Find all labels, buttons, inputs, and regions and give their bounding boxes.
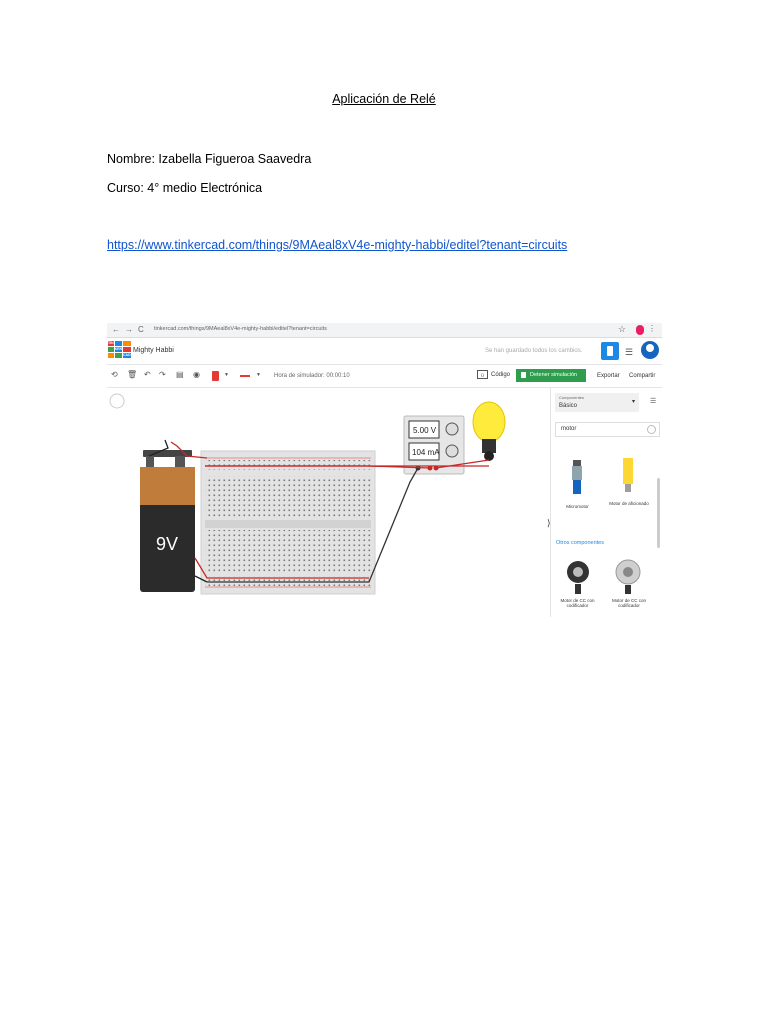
component-search-input[interactable] <box>555 422 660 437</box>
back-icon[interactable]: ← <box>112 325 120 334</box>
battery-label: 9V <box>155 534 179 554</box>
flip-icon[interactable]: ◉ <box>193 370 200 379</box>
search-icon <box>647 425 656 434</box>
undo-icon[interactable]: ↶ <box>144 370 151 379</box>
code-label: Código <box>491 372 511 379</box>
component-encoder-motor[interactable]: Motor de CC con codificador <box>611 598 646 608</box>
current-readout: 104 mA <box>412 448 440 457</box>
circuit-canvas[interactable] <box>107 388 547 617</box>
component-micromotor[interactable]: Micromotor <box>566 504 589 509</box>
category-value: Básico <box>559 403 578 409</box>
rotate-icon[interactable]: ⟲ <box>111 370 118 379</box>
student-name: Nombre: Izabella Figueroa Saavedra <box>107 152 312 166</box>
panel-collapse-icon[interactable]: ⟩ <box>547 518 551 528</box>
chevron-down-icon[interactable]: ▼ <box>224 372 229 378</box>
export-button[interactable]: Exportar <box>597 373 620 379</box>
logo-letter: TIN <box>108 341 114 345</box>
avatar[interactable] <box>641 341 659 359</box>
category-select[interactable] <box>555 393 639 412</box>
fit-view-icon <box>110 394 124 408</box>
other-components-header: Otros componentes <box>556 540 604 546</box>
project-name[interactable]: Mighty Habbi <box>133 347 174 354</box>
browser-address-bar <box>107 323 662 338</box>
chevron-down-icon[interactable]: ▼ <box>256 372 261 378</box>
components-panel <box>547 388 662 617</box>
url-text[interactable]: tinkercad.com/things/9MAeal8xV4e-mighty-habbi/editel?tenant=circuits <box>154 326 327 332</box>
profile-icon[interactable] <box>636 325 644 335</box>
wire-color-icon[interactable] <box>212 371 219 381</box>
tinkercad-link[interactable]: https://www.tinkercad.com/things/9MAeal8xV4e-mighty-habbi/editel?tenant=circuits <box>107 238 568 252</box>
logo-letter: KER <box>114 347 123 351</box>
category-label: Componentes <box>559 395 584 400</box>
share-button[interactable]: Compartir <box>629 373 656 379</box>
chevron-down-icon: ▾ <box>631 399 635 405</box>
voltage-readout: 5.00 V <box>413 426 437 435</box>
code-button[interactable] <box>477 370 510 379</box>
app-header <box>107 338 662 365</box>
circuit-drawing <box>107 388 547 617</box>
tinkercad-logo[interactable] <box>108 341 131 358</box>
save-status: Se han guardado todos los cambios. <box>485 348 583 354</box>
redo-icon[interactable]: ↷ <box>159 370 166 379</box>
forward-icon[interactable]: → <box>125 325 133 334</box>
stop-simulation-label: Detener simulación <box>530 372 578 378</box>
wire-type-icon[interactable] <box>240 375 250 377</box>
stop-simulation-button[interactable] <box>516 369 586 382</box>
component-hobby-motor[interactable]: Motor de aficionado <box>609 501 649 506</box>
search-value: motor <box>561 426 577 432</box>
component-encoder-motor[interactable]: Motor de CC con codificador <box>560 598 595 608</box>
bookmark-star-icon[interactable]: ☆ <box>617 324 626 334</box>
tinkercad-screenshot <box>107 323 662 617</box>
reload-icon[interactable]: C <box>138 325 144 334</box>
circuit-view-icon[interactable] <box>601 342 619 360</box>
simulator-time: Hora de simulador: 00:00:10 <box>274 373 350 379</box>
logo-letter: CAD <box>123 353 131 357</box>
notes-icon[interactable]: ▤ <box>176 370 184 379</box>
browser-menu-icon[interactable]: ⋮ <box>648 324 656 333</box>
delete-icon[interactable]: 🗑 <box>127 370 138 379</box>
panel-scrollbar[interactable] <box>657 478 660 548</box>
course-info: Curso: 4° medio Electrónica <box>107 181 263 195</box>
light-bulb <box>473 402 505 442</box>
list-view-icon[interactable]: ☰ <box>625 347 634 357</box>
stop-icon <box>521 372 526 378</box>
editor-toolbar <box>107 365 662 388</box>
list-view-icon[interactable]: ☰ <box>650 398 657 405</box>
code-icon: {} <box>477 370 488 379</box>
document-title: Aplicación de Relé <box>332 92 436 106</box>
